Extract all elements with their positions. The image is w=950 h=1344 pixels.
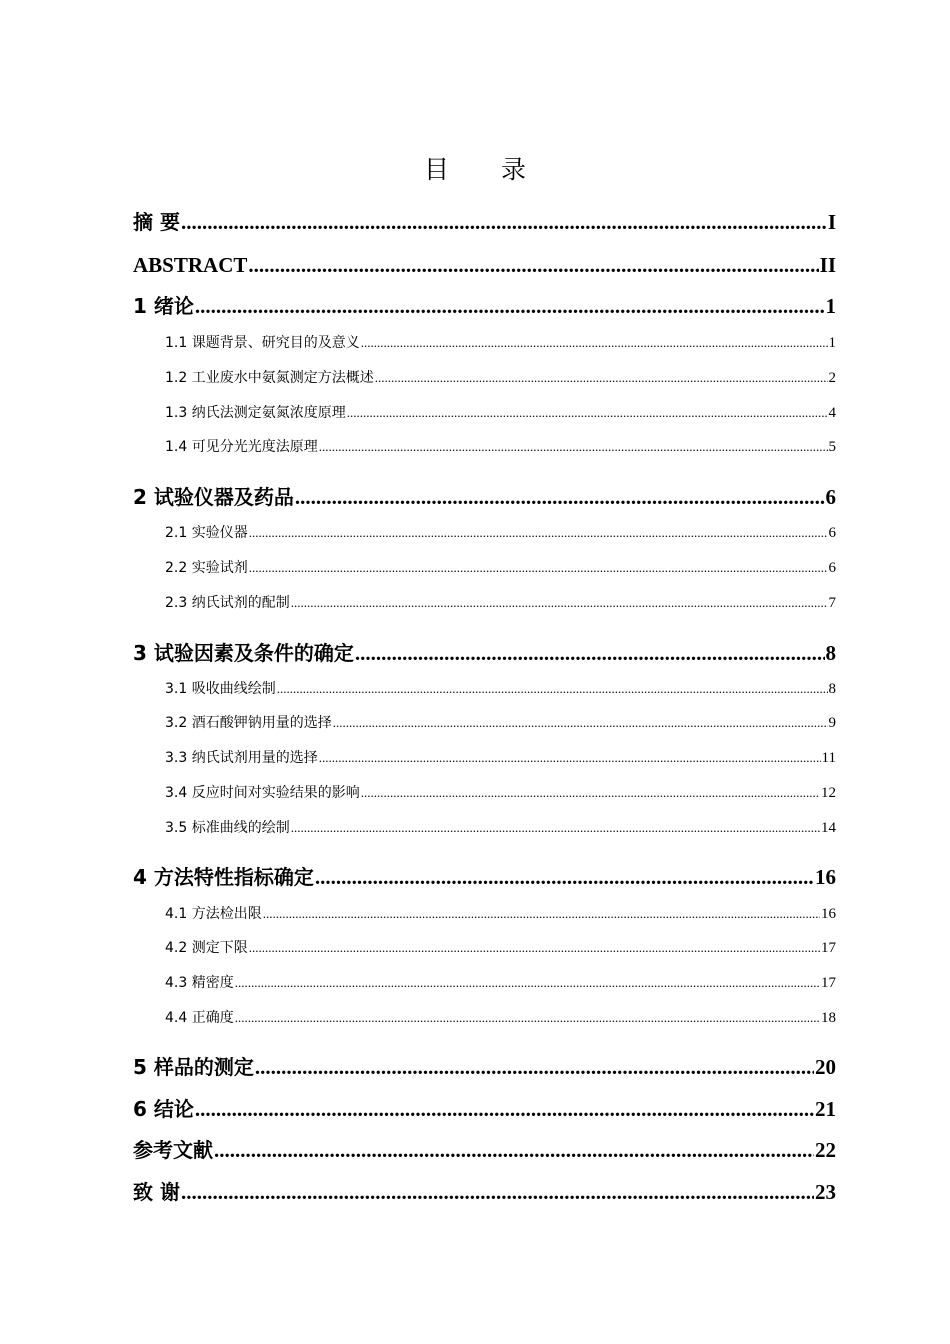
toc-entry-chapter-4[interactable] bbox=[133, 862, 836, 892]
toc-entry-label: 摘 要 bbox=[133, 210, 180, 234]
toc-entry-page: 16 bbox=[821, 906, 836, 922]
toc-entry-label: 4 方法特性指标确定 bbox=[133, 865, 314, 889]
toc-entry-abstract-cn[interactable] bbox=[133, 207, 836, 237]
dot-leader bbox=[319, 436, 828, 458]
dot-leader bbox=[347, 402, 828, 424]
toc-entry-section-4-2[interactable] bbox=[165, 937, 836, 959]
toc-entry-page: 22 bbox=[815, 1138, 836, 1162]
dot-leader bbox=[361, 782, 820, 804]
toc-entry-label: 6 结论 bbox=[133, 1097, 194, 1121]
toc-entry-page: 8 bbox=[825, 641, 836, 665]
dot-leader bbox=[277, 678, 828, 700]
toc-entry-page: 20 bbox=[815, 1055, 836, 1079]
toc-entry-page: 21 bbox=[815, 1097, 836, 1121]
dot-leader bbox=[249, 557, 828, 579]
toc-entry-label: 1.1 课题背景、研究目的及意义 bbox=[165, 335, 360, 351]
toc-entry-page: 17 bbox=[821, 975, 836, 991]
dot-leader bbox=[249, 522, 828, 544]
dot-leader bbox=[249, 937, 820, 959]
toc-entry-acknowledgements[interactable] bbox=[133, 1177, 836, 1207]
toc-entry-chapter-3[interactable] bbox=[133, 638, 836, 668]
toc-entry-page: 1 bbox=[828, 335, 836, 351]
toc-entry-section-3-3[interactable] bbox=[165, 747, 836, 769]
toc-title: 目 录 bbox=[424, 155, 548, 184]
toc-entry-references[interactable] bbox=[133, 1135, 836, 1165]
dot-leader bbox=[291, 592, 828, 614]
dot-leader bbox=[248, 250, 818, 280]
dot-leader bbox=[195, 1094, 814, 1124]
dot-leader bbox=[181, 207, 827, 237]
toc-entry-page: 6 bbox=[828, 560, 836, 576]
toc-entry-section-1-3[interactable] bbox=[165, 402, 836, 424]
toc-entry-section-3-4[interactable] bbox=[165, 782, 836, 804]
dot-leader bbox=[315, 862, 814, 892]
toc-entry-label: 4.3 精密度 bbox=[165, 975, 234, 991]
toc-entry-page: 5 bbox=[828, 439, 836, 455]
toc-entry-label: 5 样品的测定 bbox=[133, 1055, 254, 1079]
toc-entry-label: 1.4 可见分光光度法原理 bbox=[165, 439, 318, 455]
toc-entry-page: 11 bbox=[821, 750, 836, 766]
toc-entry-page: 6 bbox=[825, 485, 836, 509]
dot-leader bbox=[235, 972, 820, 994]
toc-entry-section-1-1[interactable] bbox=[165, 332, 836, 354]
dot-leader bbox=[333, 712, 828, 734]
dot-leader bbox=[355, 638, 825, 668]
toc-entry-section-2-1[interactable] bbox=[165, 522, 836, 544]
dot-leader bbox=[295, 482, 825, 512]
toc-entry-page: 23 bbox=[815, 1180, 836, 1204]
toc-entry-label: 2.3 纳氏试剂的配制 bbox=[165, 595, 290, 611]
toc-entry-chapter-1[interactable] bbox=[133, 291, 836, 321]
dot-leader bbox=[263, 903, 820, 925]
toc-entry-label: 2.1 实验仪器 bbox=[165, 525, 248, 541]
toc-entry-label: 2 试验仪器及药品 bbox=[133, 485, 294, 509]
dot-leader bbox=[195, 291, 825, 321]
toc-entry-label: ABSTRACT bbox=[133, 253, 248, 277]
toc-entry-label: 致 谢 bbox=[133, 1180, 180, 1204]
toc-entry-section-1-2[interactable] bbox=[165, 367, 836, 389]
toc-entry-section-3-2[interactable] bbox=[165, 712, 836, 734]
toc-entry-section-2-2[interactable] bbox=[165, 557, 836, 579]
toc-entry-chapter-6[interactable] bbox=[133, 1094, 836, 1124]
dot-leader bbox=[319, 747, 821, 769]
toc-entry-page: 6 bbox=[828, 525, 836, 541]
toc-entry-page: 12 bbox=[821, 785, 836, 801]
toc-entry-page: 1 bbox=[825, 294, 836, 318]
toc-entry-page: 18 bbox=[821, 1010, 836, 1026]
toc-entry-label: 1.2 工业废水中氨氮测定方法概述 bbox=[165, 370, 374, 386]
toc-entry-label: 3 试验因素及条件的确定 bbox=[133, 641, 354, 665]
toc-entry-page: 8 bbox=[828, 681, 836, 697]
toc-entry-page: 4 bbox=[828, 405, 836, 421]
dot-leader bbox=[214, 1135, 814, 1165]
toc-entry-label: 4.2 测定下限 bbox=[165, 940, 248, 956]
dot-leader bbox=[375, 367, 828, 389]
toc-entry-section-1-4[interactable] bbox=[165, 436, 836, 458]
toc-entry-label: 参考文献 bbox=[133, 1138, 213, 1162]
toc-entry-section-4-1[interactable] bbox=[165, 903, 836, 925]
toc-entry-page: 14 bbox=[821, 820, 836, 836]
toc-entry-section-2-3[interactable] bbox=[165, 592, 836, 614]
toc-entry-page: II bbox=[819, 253, 836, 277]
dot-leader bbox=[235, 1007, 820, 1029]
toc-entry-label: 3.5 标准曲线的绘制 bbox=[165, 820, 290, 836]
toc-entry-page: 16 bbox=[815, 865, 836, 889]
dot-leader bbox=[361, 332, 828, 354]
toc-entry-section-3-5[interactable] bbox=[165, 817, 836, 839]
toc-entry-section-4-3[interactable] bbox=[165, 972, 836, 994]
toc-entry-section-3-1[interactable] bbox=[165, 678, 836, 700]
toc-entry-page: 2 bbox=[828, 370, 836, 386]
toc-entry-chapter-2[interactable] bbox=[133, 482, 836, 512]
toc-entry-label: 3.3 纳氏试剂用量的选择 bbox=[165, 750, 318, 766]
toc-entry-page: 9 bbox=[828, 715, 836, 731]
toc-entry-label: 3.4 反应时间对实验结果的影响 bbox=[165, 785, 360, 801]
toc-entry-label: 1.3 纳氏法测定氨氮浓度原理 bbox=[165, 405, 346, 421]
toc-entry-page: I bbox=[827, 210, 836, 234]
toc-entry-label: 3.1 吸收曲线绘制 bbox=[165, 681, 276, 697]
dot-leader bbox=[181, 1177, 814, 1207]
toc-entry-label: 4.4 正确度 bbox=[165, 1010, 234, 1026]
toc-entry-chapter-5[interactable] bbox=[133, 1052, 836, 1082]
toc-entry-label: 4.1 方法检出限 bbox=[165, 906, 262, 922]
toc-entry-label: 1 绪论 bbox=[133, 294, 194, 318]
toc-entry-label: 2.2 实验试剂 bbox=[165, 560, 248, 576]
toc-entry-page: 17 bbox=[821, 940, 836, 956]
toc-entry-label: 3.2 酒石酸钾钠用量的选择 bbox=[165, 715, 332, 731]
toc-entry-section-4-4[interactable] bbox=[165, 1007, 836, 1029]
toc-entry-page: 7 bbox=[828, 595, 836, 611]
dot-leader bbox=[291, 817, 820, 839]
dot-leader bbox=[255, 1052, 814, 1082]
toc-entry-abstract-en[interactable] bbox=[133, 250, 836, 280]
